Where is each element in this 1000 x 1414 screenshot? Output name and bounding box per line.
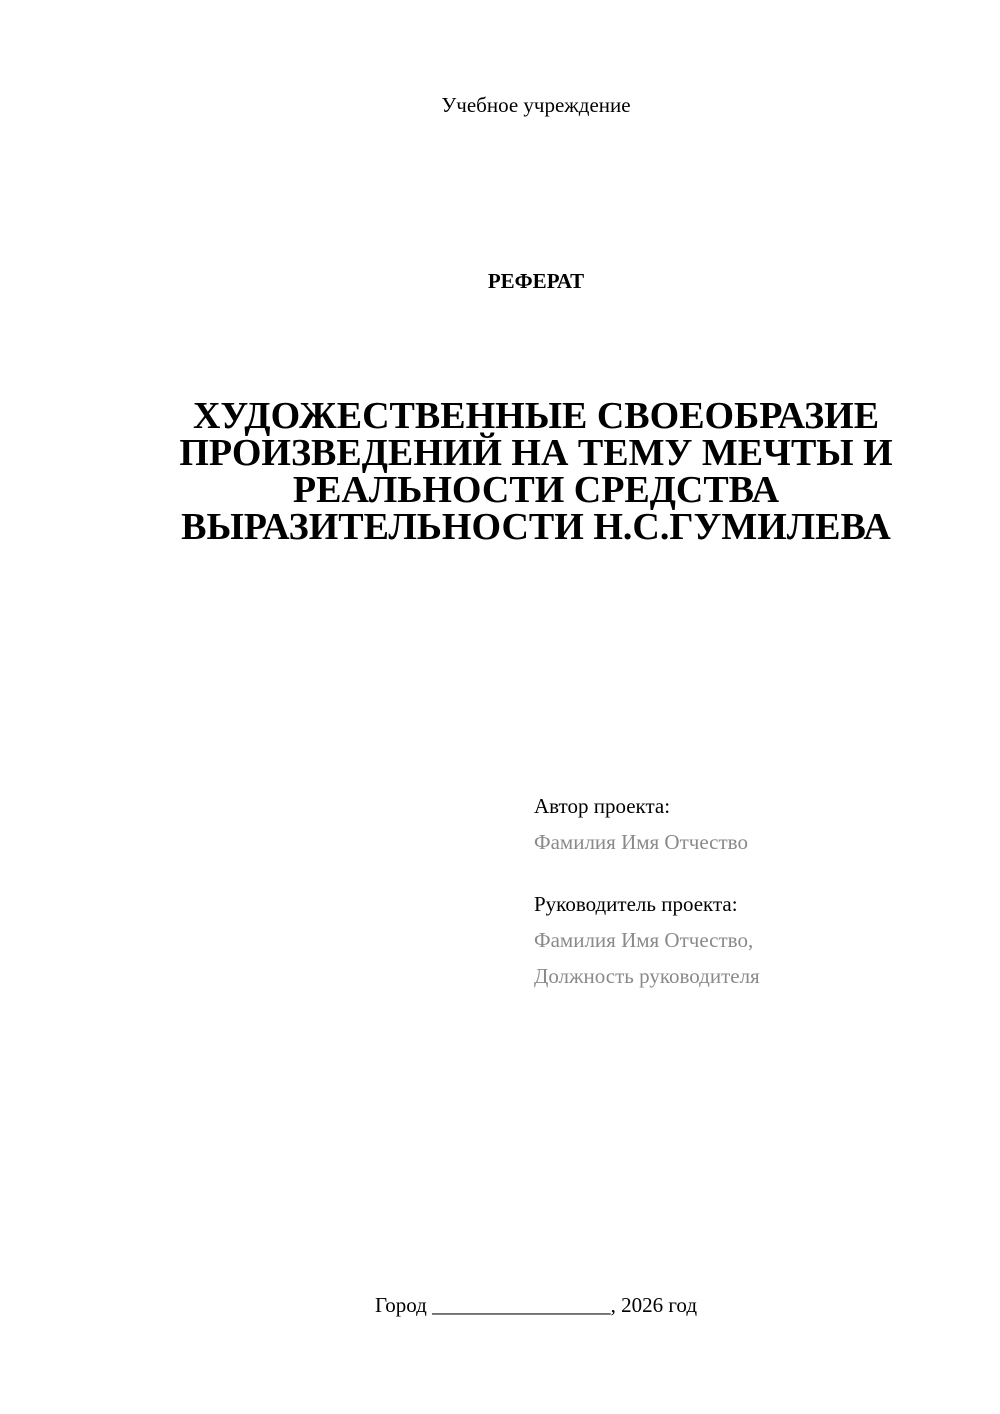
supervisor-position-placeholder: Должность руководителя <box>534 964 760 988</box>
supervisor-name-placeholder: Фамилия Имя Отчество, <box>534 928 754 952</box>
title-line: ПРОИЗВЕДЕНИЙ НА ТЕМУ МЕЧТЫ И <box>179 432 893 474</box>
title-line: ХУДОЖЕСТВЕННЫЕ СВОЕОБРАЗИЕ <box>192 395 880 437</box>
institution-name: Учебное учреждение <box>441 93 631 117</box>
title-line: РЕАЛЬНОСТИ СРЕДСТВА <box>292 469 780 511</box>
spacer <box>534 860 974 886</box>
author-label: Автор проекта: <box>534 794 671 818</box>
author-name-placeholder: Фамилия Имя Отчество <box>534 830 748 854</box>
project-people-block <box>534 788 974 994</box>
title-line: ВЫРАЗИТЕЛЬНОСТИ Н.С.ГУМИЛЕВА <box>181 506 891 548</box>
city-year-line: Город _________________, 2026 год <box>374 1293 698 1317</box>
document-type-label: РЕФЕРАТ <box>487 269 585 293</box>
document-title <box>150 395 922 548</box>
supervisor-label: Руководитель проекта: <box>534 892 738 916</box>
